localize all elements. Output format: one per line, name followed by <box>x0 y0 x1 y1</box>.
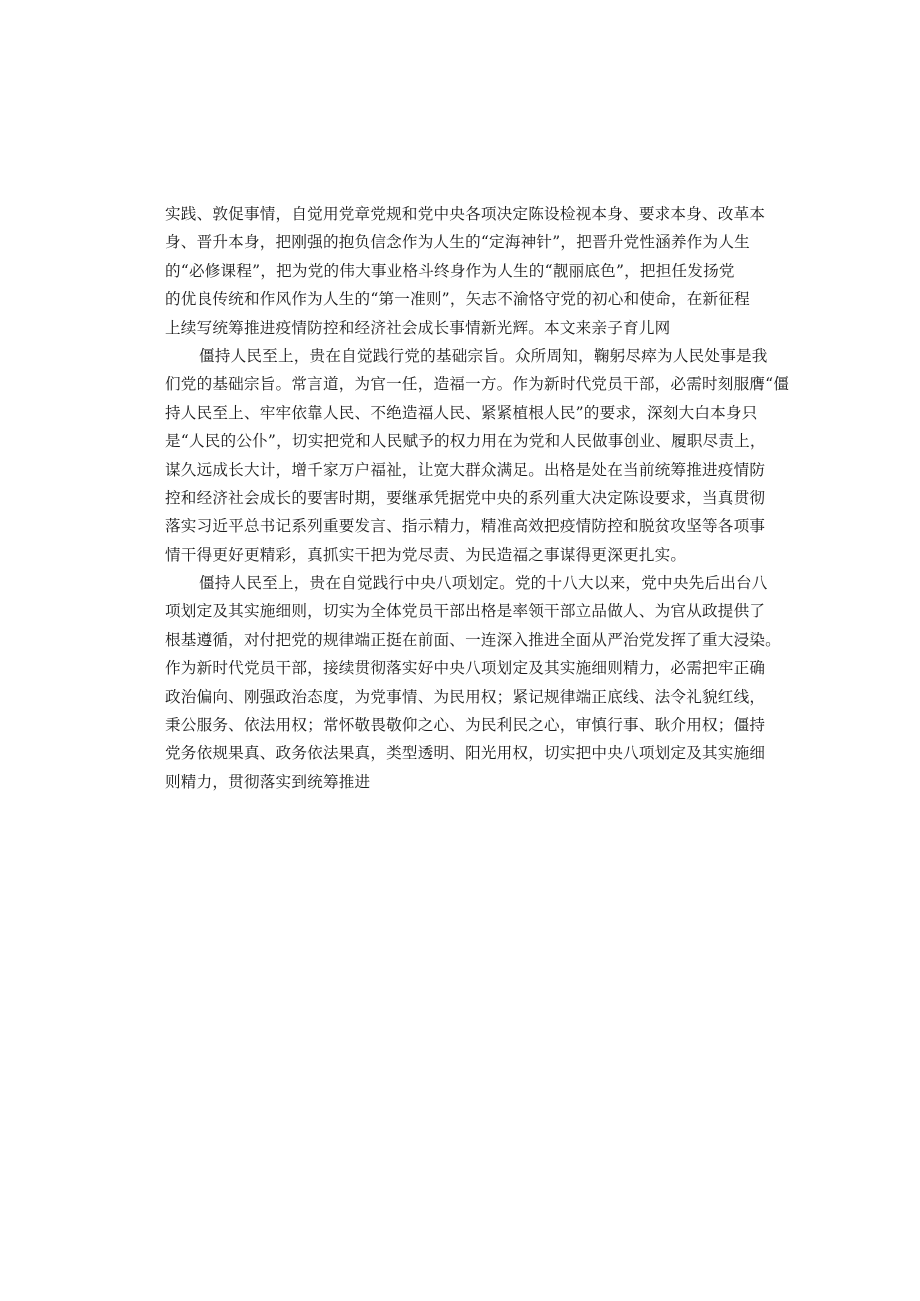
paragraph-1-line: 的优良传统和作风作为人生的“第一准则”，矢志不渝恪守党的初心和使命，在新征程 <box>165 290 750 309</box>
paragraph-3-line: 党务依规果真、政务依法果真，类型透明、阳光用权，切实把中央八项划定及其实施细 <box>165 744 766 763</box>
paragraph-3-line: 秉公服务、依法用权；常怀敬畏敬仰之心、为民利民之心，审慎行事、耿介用权；僵持 <box>165 716 766 735</box>
paragraph-3-line: 作为新时代党员干部，接续贯彻落实好中央八项划定及其实施细则精力，必需把牢正确 <box>165 659 766 678</box>
paragraph-3-first-line: 僵持人民至上，贵在自觉践行中央八项划定。党的十八大以来，党中央先后出台八 <box>199 574 768 593</box>
paragraph-2-line: 谋久远成长大计，增千家万户福祉，让宽大群众满足。出格是处在当前统筹推进疫情防 <box>165 460 766 479</box>
paragraph-3-line: 政治偏向、刚强政治态度，为党事情、为民用权；紧记规律端正底线、法令礼貌红线， <box>165 687 766 706</box>
paragraph-3-line: 根基遵循，对付把党的规律端正挺在前面、一连深入推进全面从严治党发挥了重大浸染。 <box>165 630 781 649</box>
paragraph-2-first-line: 僵持人民至上，贵在自觉践行党的基础宗旨。众所周知，鞠躬尽瘁为人民处事是我 <box>199 346 768 365</box>
paragraph-1-line: 身、晋升本身，把刚强的抱负信念作为人生的“定海神针”，把晋升党性涵养作为人生 <box>165 233 750 252</box>
paragraph-2-line: 控和经济社会成长的要害时期，要继承凭据党中央的系列重大决定陈设要求，当真贯彻 <box>165 488 766 507</box>
paragraph-2-line: 落实习近平总书记系列重要发言、指示精力，精准高效把疫情防控和脱贫攻坚等各项事 <box>165 517 766 536</box>
paragraph-2-line: 情干得更好更精彩，真抓实干把为党尽责、为民造福之事谋得更深更扎实。 <box>165 545 687 564</box>
body-text <box>165 200 790 796</box>
paragraph-3-line: 项划定及其实施细则，切实为全体党员干部出格是率领干部立品做人、为官从政提供了 <box>165 602 766 621</box>
paragraph-2-line: 是“人民的公仆”，切实把党和人民赋予的权力用在为党和人民做事创业、履职尽责上， <box>165 432 766 451</box>
paragraph-1-line: 上续写统筹推进疫情防控和经济社会成长事情新光辉。本文来亲子育儿网 <box>165 318 671 337</box>
paragraph-1-line: 实践、敦促事情，自觉用党章党规和党中央各项决定陈设检视本身、要求本身、改革本 <box>165 205 766 223</box>
paragraph-1-line: 的“必修课程”，把为党的伟大事业格斗终身作为人生的“靓丽底色”，把担任发扬党 <box>165 261 735 280</box>
paragraph-2-line: 们党的基础宗旨。常言道，为官一任，造福一方。作为新时代党员干部，必需时刻服膺“僵 <box>165 375 790 394</box>
paragraph-3-line: 则精力，贯彻落实到统筹推进 <box>165 772 371 791</box>
paragraph-2-line: 持人民至上、牢牢依靠人民、不绝造福人民、紧紧植根人民”的要求，深刻大白本身只 <box>165 403 758 422</box>
